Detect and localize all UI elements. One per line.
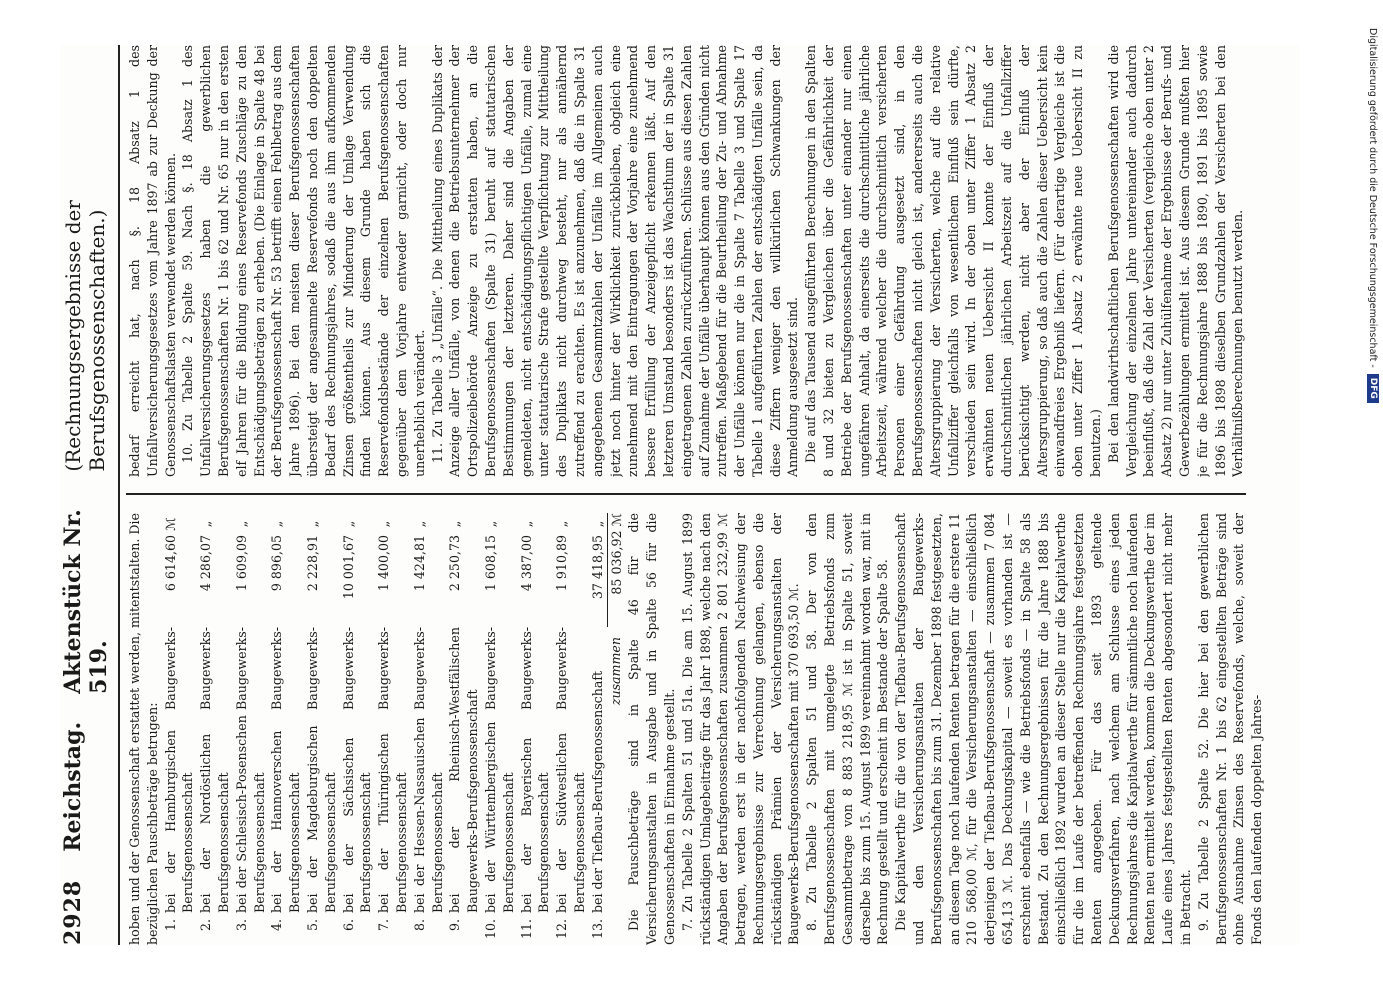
item-text: bei der Hessen-Nassauischen Baugewerks-Berufsgenossenschaft <box>411 627 445 913</box>
list-item <box>411 513 447 945</box>
list-item <box>375 513 411 945</box>
paragraph: Die Kapitalwerthe für die von der Tiefbau-Berufsgenossenschaft und den Versicherungsanstalten der Baugewerks-Berufsgenossenschaften bis zum 31. Dezember 1898 festgesetzten, an diesem Tage noch laufenden Renten betragen für die erstere 11 210 568,00 ℳ, für die Versicherungsanstalten — einschließlich derjenigen der Tiefbau-Berufsgenossenschaft — zusammen 7 084 654,13 ℳ. Das Deckungskapital — soweit es vorhanden ist — erscheint ebenfalls — wie die Betriebsfonds — in Spalte 58 als Bestand. Zu den Rechnungsergebnissen für die Jahre 1888 bis einschließlich 1892 wurden an dieser Stelle nur die Kapitalwerthe für die im Laufe der betreffenden Rechnungsjahre festgesetzten Renten angegeben. Für das seit 1893 geltende Deckungsverfahren, nach welchem am Schlusse eines jeden Rechnungsjahres die Kapitalwerthe für sämmtliche noch laufenden Renten neu ermittelt werden, kommen die Deckungswerthe der im Laufe eines Jahres festgestellten Renten abgesondert nicht mehr in Betracht. <box>893 513 1194 945</box>
list-item <box>518 513 554 945</box>
sum-value: 85 036,92 ℳ <box>607 513 626 627</box>
right-column <box>126 45 1276 477</box>
document-page <box>60 45 1300 945</box>
aktenstueck-number: Aktenstück Nr. 519. <box>60 509 112 694</box>
list-item <box>268 513 304 945</box>
item-number: 4. <box>269 919 285 932</box>
item-value: 6 614,60 <box>162 535 178 592</box>
item-unit: „ <box>482 520 498 528</box>
item-unit: „ <box>447 520 463 528</box>
dfg-logo: DFG <box>1367 374 1379 403</box>
paragraph: Die auf das Tausend ausgeführten Berechnungen in den Spalten 8 und 32 bieten zu Vergleichen über die Gefährlichkeit der Betriebe der Berufsgenossenschaften unter einander nur einen ungefähren Anhalt, da einerseits die durchschnittliche jährliche Arbeitszeit, während welcher die durchschnittlich versicherten Personen einer Gefährdung ausgesetzt sind, in den Berufsgenossenschaften nicht gleich ist, andererseits auch die Altersgruppierung der Versicherten, welche auf die relative Unfallziffer gleichfalls von wesentlichem Einfluß sein dürfte, verschieden sein wird. In der oben unter Ziffer 1 Absatz 2 erwähnten neuen Uebersicht II konnte der Einfluß der durchschnittlichen jährlichen Arbeitszeit auf die Unfallziffer berücksichtigt werden, nicht aber der Einfluß der Altersgruppierung, so daß auch die Zahlen dieser Uebersicht kein einwandfreies Ergebniß liefern. (Für derartige Vergleiche ist die oben unter Ziffer 1 Absatz 2 erwähnte neue Uebersicht II zu benutzen.) <box>803 45 1104 477</box>
intro-paragraph: hoben und der Genossenschaft erstattet werden, mitentstalten. Die bezüglichen Pauschbeträge betrugen: <box>127 513 160 945</box>
item-number: 11. <box>518 919 534 940</box>
paragraph: 8. Zu Tabelle 2 Spalten 51 und 58. Der von den Berufsgenossenschaften mit umgelegte Betriebsfonds zum Gesammtbetrage von 8 883 218,95 ℳ ist in Spalte 51, soweit derselbe bis zum 15. August 1899 vereinnahmt worden war, mit in Rechnung gestellt und erscheint im Bestande der Spalte 58. <box>804 513 891 945</box>
list-item <box>589 513 607 945</box>
item-unit: „ <box>554 520 570 528</box>
item-number: 13. <box>589 919 605 940</box>
paragraph: Die Pauschbeträge sind in Spalte 46 für die Versicherungsanstalten in Ausgabe und in Spalte 56 für die Genossenschaften in Einnahme gestellt. <box>626 513 677 945</box>
header-rule <box>118 45 120 945</box>
list-item <box>340 513 376 945</box>
list-item <box>304 513 340 945</box>
item-value: 1 608,15 <box>482 535 498 592</box>
item-text: bei der Magdeburgischen Baugewerks-Berufsgenossenschaft <box>304 627 338 913</box>
item-value: 4 387,00 <box>518 535 534 592</box>
item-value: 2 250,73 <box>447 535 463 592</box>
item-value: 1 424,81 <box>411 535 427 592</box>
list-item <box>233 513 269 945</box>
item-unit: „ <box>233 520 249 528</box>
page-number: 2928 <box>60 879 86 945</box>
paragraph: 9. Zu Tabelle 2 Spalte 52. Die hier bei den gewerblichen Berufsgenossenschaften Nr. 1 bis 62 eingestellten Beträge sind ohne Ausnahme Zinsen des Reservefonds, welche, soweit der Fonds den laufenden doppelten Jahres- <box>1195 513 1265 945</box>
item-unit: „ <box>589 520 605 528</box>
item-text: bei der Württembergischen Baugewerks-Berufsgenossenschaft <box>482 627 516 913</box>
item-value: 37 418,95 <box>589 535 605 600</box>
item-text: bei der Hamburgischen Baugewerks-Berufsgenossenschaft <box>162 627 196 913</box>
item-number: 12. <box>554 919 570 940</box>
item-number: 6. <box>340 919 356 932</box>
item-value: 4 286,07 <box>198 535 214 592</box>
item-value: 2 228,91 <box>304 535 320 592</box>
digitization-sidebar <box>1349 0 1379 1000</box>
list-item <box>197 513 233 945</box>
item-text: bei der Tiefbau-Berufsgenossenschaft <box>589 670 605 913</box>
paragraph: 10. Zu Tabelle 2 Spalte 59. Nach §. 18 Absatz 1 des Unfallversicherungsgesetzes haben die gewerblichen Berufsgenossenschaften Nr. 1 bis 62 und Nr. 65 nur in den ersten elf Jahren für die Bildung eines Reservefonds Zuschläge zu den Entschädigungsbeträgen zu erheben. (Die Einlage in Spalte 48 bei der Berufsgenossenschaft Nr. 53 betrifft einen Fehlbetrag aus dem Jahre 1896). Bei den meisten dieser Berufsgenossenschaften übersteigt der angesammelte Reservefonds noch den doppelten Bedarf des Rechnungsjahres, sodaß die aus ihm aufkommenden Zinsen größtentheils zur Minderung der Umlage Verwendung finden können. Aus diesem Grunde haben sich die Reservefondsbestände der einzelnen Berufsgenossenschaften gegenüber dem Vorjahre entweder garnicht, oder doch nur unerheblich verändert. <box>180 45 427 477</box>
item-unit: „ <box>269 520 285 528</box>
item-text: bei der Rheinisch-Westfälischen Baugewerks-Berufsgenossenschaft <box>447 627 481 913</box>
section-title: (Rechnungsergebnisse der Berufsgenossenschaften.) <box>61 200 109 472</box>
digitization-label <box>1367 28 1379 1008</box>
item-number: 3. <box>233 919 249 932</box>
sum-label: zusammen <box>607 637 623 706</box>
item-unit: „ <box>518 520 534 528</box>
item-number: 7. <box>376 919 392 932</box>
list-item <box>482 513 518 945</box>
item-number: 8. <box>411 919 427 932</box>
item-unit: „ <box>198 520 214 528</box>
item-unit: „ <box>340 520 356 528</box>
item-text: bei der Sächsischen Baugewerks-Berufsgenossenschaft <box>340 627 374 913</box>
item-value: 1 400,00 <box>376 535 392 592</box>
item-number: 10. <box>482 919 498 940</box>
item-text: bei der Südwestlichen Baugewerks-Berufsgenossenschaft <box>554 627 587 913</box>
item-text: bei der Hannoverschen Baugewerks-Berufsgenossenschaft <box>269 627 303 913</box>
list-item <box>162 513 198 945</box>
item-number: 9. <box>447 919 463 932</box>
paragraph: 7. Zu Tabelle 2 Spalten 51 und 51a. Die am 15. August 1899 rückständigen Umlagebeiträge für das Jahr 1898, welche nach den Angaben der Berufsgenossenschaften zusammen 2 801 232,99 ℳ betragen, werden erst in der nachfolgenden Nachweisung der Rechnungsergebnisse zur Verrechnung gelangen, ebenso die rückständigen Prämien der Versicherungsanstalten der Baugewerks-Berufsgenossenschaften mit 370 693,50 ℳ. <box>679 513 802 945</box>
item-text: bei der Bayerischen Baugewerks-Berufsgenossenschaft <box>518 627 552 913</box>
pauschbetraege-list <box>162 513 607 945</box>
item-number: 1. <box>162 919 178 932</box>
column-divider <box>126 493 1246 495</box>
sum-line <box>607 513 626 945</box>
digitization-note: Digitalisierung gefördert durch die Deutsche Forschungsgemeinschaft - <box>1367 28 1379 368</box>
paragraph: bedarf erreicht hat, nach §. 18 Absatz 1 des Unfallversicherungsgesetzes vom Jahre 1897 ab zur Deckung der Genossenschaftslasten verwendet werden können. <box>127 45 178 477</box>
item-value: 1 910,89 <box>554 535 570 592</box>
item-unit: „ <box>304 520 320 528</box>
list-item <box>553 513 589 945</box>
item-number: 2. <box>198 919 214 932</box>
list-item <box>446 513 482 945</box>
item-unit: „ <box>376 520 392 528</box>
page-header <box>60 45 116 945</box>
item-value: 9 896,05 <box>269 535 285 592</box>
paragraph: Bei den landwirthschaftlichen Berufsgenossenschaften wird die Vergleichung der einzelnen Jahre untereinander auch dadurch beeinflußt, daß die Zahl der Versicherten (vergleiche oben unter 2 Absatz 2) nur unter Zuhülfenahme der Ergebnisse der Berufs- und Gewerbezählungen ermittelt ist. Aus diesem Grunde mußten hier je für die Rechnungsjahre 1888 bis 1890, 1891 bis 1895 sowie 1896 bis 1898 dieselben Grundzahlen der Versicherten bei den Verhältnißberechnungen benutzt werden. <box>1105 45 1246 477</box>
left-column <box>126 513 1276 945</box>
paragraph: 11. Zu Tabelle 3 „Unfälle“. Die Mittheilung eines Duplikats der Anzeige aller Unfälle, von denen die Betriebsunternehmer der Ortspolizeibehörde Anzeige zu erstatten haben, an die Berufsgenossenschaften (Spalte 31) beruht auf statutarischen Bestimmungen der letzteren. Daher sind die Angaben der gemeldeten, nicht entschädigungspflichtigen Unfälle, zumal eine unter statutarische Strafe gestellte Verpflichtung zur Mittheilung des Duplikats nicht durchweg besteht, nur als annähernd zutreffend zu erachten. Es ist anzunehmen, daß die in Spalte 31 angegebenen Gesammtzahlen der Unfälle im Allgemeinen auch jetzt noch hinter der Wirklichkeit zurückbleiben, obgleich eine zunehmend mit den Eintragungen der Vorjahre eine zunehmend bessere Erfüllung der Anzeigepflicht erkennen läßt. Auf den letzteren Umstand besonders ist das Wachsthum der in Spalte 31 eingetragenen Zahlen zurückzuführen. Schlüsse aus diesen Zahlen auf Zunahme der Unfälle überhaupt können aus den Gründen nicht zutreffen. Maßgebend für die Beurtheilung der Zu- und Abnahme der Unfälle können nur die in Spalte 7 Tabelle 3 und Spalte 17 Tabelle 1 aufgeführten Zahlen der entschädigten Unfälle sein, da diese Ziffern weniger den willkürlichen Schwankungen der Anmeldung ausgesetzt sind. <box>429 45 801 477</box>
item-value: 1 609,09 <box>233 535 249 592</box>
item-value: 10 001,67 <box>340 535 356 600</box>
item-unit: „ <box>411 520 427 528</box>
item-text: bei der Schlesisch-Posenschen Baugewerks-Berufsgenossenschaft <box>233 627 267 913</box>
item-text: bei der Thüringischen Baugewerks-Berufsgenossenschaft <box>376 627 409 913</box>
running-title: Reichstag. <box>60 721 86 852</box>
item-number: 5. <box>304 919 320 932</box>
item-text: bei der Nordöstlichen Baugewerks-Berufsgenossenschaft <box>198 627 231 913</box>
item-unit: ℳ <box>162 517 178 531</box>
